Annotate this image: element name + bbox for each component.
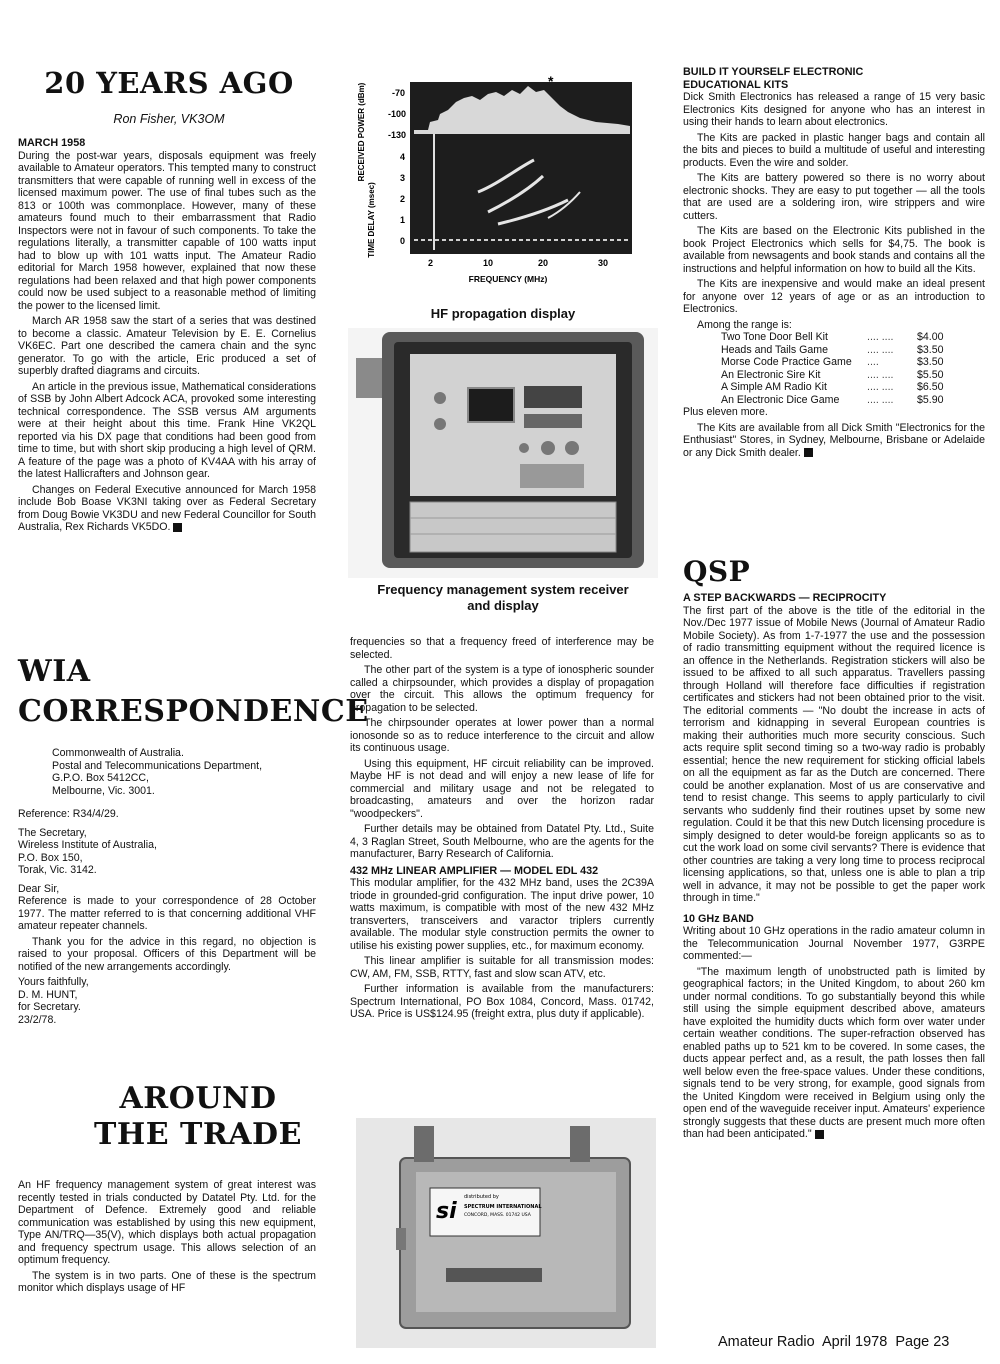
paragraph: March AR 1958 saw the start of a series that was destined to become a classic. Amateur Television by E. E. Cornelius VK6EC. Part one described the camera chain and the sync generator. To go with the article, Eric produced a set of superbly drafted diagrams and circuits. (18, 315, 316, 377)
x-tick: 10 (483, 258, 494, 268)
letter-block (18, 808, 316, 1026)
twenty-years-body (18, 137, 316, 537)
delay-tick: 4 (400, 152, 406, 162)
paragraph: Writing about 10 GHz operations in the radio amateur column in the Telecommunication Journal November 1977, G3RPE commented:— (683, 925, 985, 962)
label-text: SPECTRUM INTERNATIONAL (464, 1204, 542, 1210)
hf-propagation-chart (348, 72, 658, 292)
trade-body (18, 1179, 316, 1298)
kit-row: Morse Code Practice Game .... $3.50 (721, 356, 944, 368)
figure1-caption: HF propagation display (430, 306, 576, 321)
paragraph: Dick Smith Electronics has released a range of 15 very basic Electronics Kits designed for anyone who has an interest in using their hands to learn about electronics. (683, 91, 985, 128)
delay-tick: 2 (400, 194, 406, 204)
paragraph: The other part of the system is a type of ionospheric sounder called a chirpsounder, which provides a display of propagation over the circuit. This allows the optimum frequency for propagation to be selected. (350, 664, 654, 714)
footer-page: Page 23 (895, 1334, 950, 1350)
address-line: Postal and Telecommunications Department, (52, 759, 263, 772)
paragraph: During the post-war years, disposals equipment was freely available to Amateur operators. This tempted many to construct transmitters that were capable of running well in excess of the licensed maximum power. The use of final tubes such as the 813 or 100th was commonplace. However, many of these amateurs found much to their embarrassment that Radio Inspectors were not in favour of such components. To take the regulations literally, a transmitter capable of 100 watts input had to blow up with 101 watts input. The Amateur Radio editorial for March 1958 however, explained that now these regulations had been relaxed and that high power components could now be used subject to a reasonable method of limiting the power to the licensed limit. (18, 149, 316, 312)
kits-subhead-line2: EDUCATIONAL KITS (683, 78, 789, 91)
signoff-line: 23/2/78. (18, 1013, 57, 1026)
delay-tick: 1 (400, 215, 406, 225)
lower-drawer (410, 502, 616, 552)
paragraph: The Kits are packed in plastic hanger bags and contain all the bits and pieces to build a multitude of useful and interesting products. Even the wire and solder. (683, 131, 985, 169)
paragraph: The Kits are based on the Electronic Kits published in the book Project Electronics which sells for $4,75. The book is available from newsagents and book stands and contains all the instructions and helpful information on how to build all the Kits. (683, 225, 985, 275)
paragraph: The Kits are battery powered so there is no worry about electronic shocks. They are easy to put together — all the tools that are used are a soldering iron, wire strippers and wire cutters. (683, 172, 985, 222)
reference: Reference: R34/4/29. (18, 808, 119, 820)
paragraph: The Kits are inexpensive and would make an ideal present for anyone over 12 years of age or as an introduction to Electronics. (683, 278, 985, 315)
x-tick: 20 (538, 258, 549, 268)
paragraph (18, 484, 316, 534)
page-footer (718, 1334, 949, 1350)
amplifier-subhead: 432 MHz LINEAR AMPLIFIER — MODEL EDL 432 (350, 864, 599, 877)
recipient-line: The Secretary, (18, 826, 87, 839)
paragraph: Further information is available from the manufacturers: Spectrum International, PO Box 1084, Concord, Mass. 01742, USA. Price is US$124.95 (freight extra, plus duty if applicable). (350, 983, 654, 1020)
wia-title (18, 652, 369, 732)
kit-price-list (683, 331, 985, 406)
sender-address (52, 747, 262, 797)
si-logo: si (436, 1199, 457, 1224)
paragraph (683, 966, 985, 1141)
kit-row: Two Tone Door Bell Kit .... .... $4.00 (721, 331, 944, 343)
salutation: Dear Sir, (18, 882, 60, 895)
recipient-line: Wireless Institute of Australia, (18, 839, 157, 851)
end-mark-icon (804, 448, 813, 457)
qsp-title: QSP (683, 555, 751, 588)
kit-row: An Electronic Dice Game .... .... $5.90 (721, 393, 944, 406)
kit-row: Heads and Tails Game .... .... $3.50 (721, 343, 944, 356)
paragraph-text: The Kits are available from all Dick Smith "Electronics for the Enthusiast" Stores, in Sydney, Melbourne, Brisbane or Adelaide or any Dick Smith dealer. (683, 421, 985, 459)
paragraph: The chirpsounder operates at lower power than a normal ionosonde so as to reduce interference to the circuit and allow its continuous usage. (350, 717, 654, 754)
kit-row: A Simple AM Radio Kit .... .... $6.50 (721, 381, 944, 393)
footer-issue: April 1978 (821, 1334, 888, 1350)
figure2-caption-line1: Frequency management system receiver (377, 582, 629, 597)
paragraph: Using this equipment, HF circuit reliability can be improved. Maybe HF is not dead and will enjoy a new lease of life for commercial and military usage and not be relegated to broadcasting, amateurs and over the horizon radar "woodpeckers". (350, 757, 654, 820)
kits-subhead-line1: BUILD IT YOURSELF ELECTRONIC (683, 66, 864, 78)
signoff-line: for Secretary. (18, 1001, 81, 1013)
range-intro: Among the range is: (697, 318, 792, 331)
label-text: distributed by (464, 1194, 499, 1200)
x-axis-label: FREQUENCY (MHz) (468, 274, 548, 284)
delay-axis-label: TIME DELAY (msec) (367, 182, 376, 258)
qsp-section (683, 592, 985, 1144)
paragraph: This modular amplifier, for the 432 MHz band, uses the 2C39A triode in grounded-grid configuration. The input drive power, 10 watts maximum, is compatible with most of the new 432 MHz transverters, transceivers and varactor triplers currently available. The modular style construction permits the owner to utilise his existing power supplies, etc., for maximum economy. (350, 877, 654, 952)
wia-title-line2: CORRESPONDENCE (18, 694, 369, 729)
address-line: Commonwealth of Australia. (52, 747, 184, 759)
delay-tick: 0 (400, 236, 406, 246)
middle-body (350, 636, 654, 1024)
receiver-display-photo (348, 328, 658, 578)
paragraph: This linear amplifier is suitable for all transmission modes: CW, AM, FM, SSB, RTTY, fast and slow scan ATV, etc. (350, 955, 654, 980)
power-axis-label: RECEIVED POWER (dBm) (357, 82, 366, 182)
power-tick: -70 (392, 88, 406, 98)
end-mark-icon (815, 1130, 824, 1139)
plus-more: Plus eleven more. (683, 406, 768, 418)
x-tick: 30 (598, 258, 609, 268)
paragraph-text: "The maximum length of unobstructed path is limited by geographical factors; in the United Kingdom, to about 260 km under normal conditions. To go substantially beyond this while still using the simple equipment described above, amateurs have exploited the humidity ducts which form over water under certain weather conditions. The super-refraction observed has enabled paths up to 521 km to be covered. In some cases, the ducts appear perfect and, as a result, the path losses then fall well below even the free-space values. Under these conditions, signals tend to be very strong, for example, good signals from the United Kingdom were received in Belgium using only the open end of the waveguide receiver input. Amateurs' experience strongly suggests that these ducts are present much more often than had been anticipated." (683, 965, 985, 1140)
power-tick: -100 (388, 109, 407, 119)
paragraph: An HF frequency management system of great interest was recently tested in trials conducted by Datatel Pty. Ltd. for the Department of Defence. Extremely good and reliable communication was established by using this new equipment, Type AN/TRQ—35(V), which displays both actual propagation and frequency spectrum usage. This allows selection of an optimum frequency. (18, 1179, 316, 1266)
address-line: Melbourne, Vic. 3001. (52, 784, 155, 797)
end-mark-icon (173, 523, 182, 532)
signoff-line: D. M. HUNT, (18, 988, 78, 1001)
twenty-years-title: 20 YEARS AGO (44, 66, 294, 100)
power-tick: -130 (388, 130, 407, 140)
ghz-subhead: 10 GHz BAND (683, 912, 754, 925)
label-text: CONCORD, MASS. 01742 USA (464, 1213, 531, 1218)
paragraph: The system is in two parts. One of these is the spectrum monitor which displays usage of HF (18, 1269, 316, 1294)
figure2-caption (348, 582, 658, 614)
paragraph: Further details may be obtained from Datatel Pty. Ltd., Suite 4, 3 Raglan Street, South Melbourne, who are the agents for the manufacturer, Barry Research of California. (350, 823, 654, 860)
trade-title-line1: AROUND (119, 1081, 277, 1116)
footer-magazine: Amateur Radio (718, 1334, 815, 1350)
recipient-line: Torak, Vic. 3142. (18, 864, 97, 876)
kits-section (683, 66, 985, 462)
trade-title-line2: THE TRADE (94, 1117, 302, 1152)
recipient-line: P.O. Box 150, (18, 851, 83, 864)
author-byline: Ron Fisher, VK3OM (113, 112, 225, 126)
paragraph: frequencies so that a frequency freed of interference may be selected. (350, 636, 654, 661)
x-tick: 2 (428, 258, 434, 268)
reciprocity-subhead: A STEP BACKWARDS — RECIPROCITY (683, 592, 887, 604)
march-1958-subhead: MARCH 1958 (18, 137, 86, 149)
paragraph (683, 422, 985, 460)
connector-icon (570, 1126, 590, 1162)
paragraph: An article in the previous issue, Mathematical considerations of SSB by John Albert Adcock ACA, provoked some interesting technical correspondence. The SSB versus AM arguments were at their height about this time. Frank Hine VK2QL reported via his DX page that conditions had been good from time to time, but with short skip producing a high level of QRM. A feature of the page was a photo of KV4AA with his array of the latest Hallicrafters and Johnson gear. (18, 380, 316, 480)
delay-tick: 3 (400, 173, 406, 183)
paragraph: Thank you for the advice in this regard, no objection is raised to your proposal. Officers of this Department will be notified of the new arrangements accordingly. (18, 935, 316, 973)
paragraph: Reference is made to your correspondence of 28 October 1977. The matter referred to is that concerning additional VHF amateur repeater channels. (18, 895, 316, 932)
paragraph: The first part of the above is the title of the editorial in the Nov./Dec 1977 issue of Mobile News (Journal of Amateur Radio Mobile Society). As from 1-7-1977 the use and the possession of radio transmitting equipment without the required licence is an offence in the Netherlands. Registration stickers will also be issued to be affixed to all such apparatus. Travellers passing through Holland will therefore face difficulties if registration certificates and stickers had not been obtained prior to the visit. The editorial comments — "No doubt the increase in acts of terrorism and kidnapping in several European countries is making their authorities much more security conscious. Such acts require split second timing so a two-way radio is probably essential; hence the new requirement for sticking official labels on all the equipment as far as the Dutch are concerned. There could be another explanation. Most of us are conservative and tend to resist change. This seems to apply particularly to civil servants who suddenly find their routines upset by some new regulation. Could it be that this new Dutch licensing procedure is simply designed to deter would-be foreign applicants so as to cut the work load on some civil servants? There is evidence that other countries are taking a very long time to process reciprocal licensing applications, so that, unless one is able to plan a trip well in advance, it may not be possible to get the paper work through in time." (683, 604, 985, 904)
signoff-line: Yours faithfully, (18, 976, 89, 988)
crt-screen-icon (468, 388, 514, 422)
connector-icon (414, 1126, 434, 1162)
amplifier-photo (356, 1118, 656, 1348)
wia-title-line1: WIA (18, 654, 91, 689)
trade-title (78, 1081, 318, 1153)
figure2-caption-line2: and display (467, 598, 539, 613)
kit-row: An Electronic Sire Kit .... .... $5.50 (721, 368, 944, 381)
marker-asterisk: * (548, 73, 554, 89)
paragraph-text: Changes on Federal Executive announced for March 1958 include Bob Boase VK3NI taking over as Federal Secretary from Doug Bowie VK3DU and new Federal Councillor for South Australia, Rex Richards VK5DO. (18, 483, 316, 533)
address-line: G.P.O. Box 5412CC, (52, 772, 149, 784)
